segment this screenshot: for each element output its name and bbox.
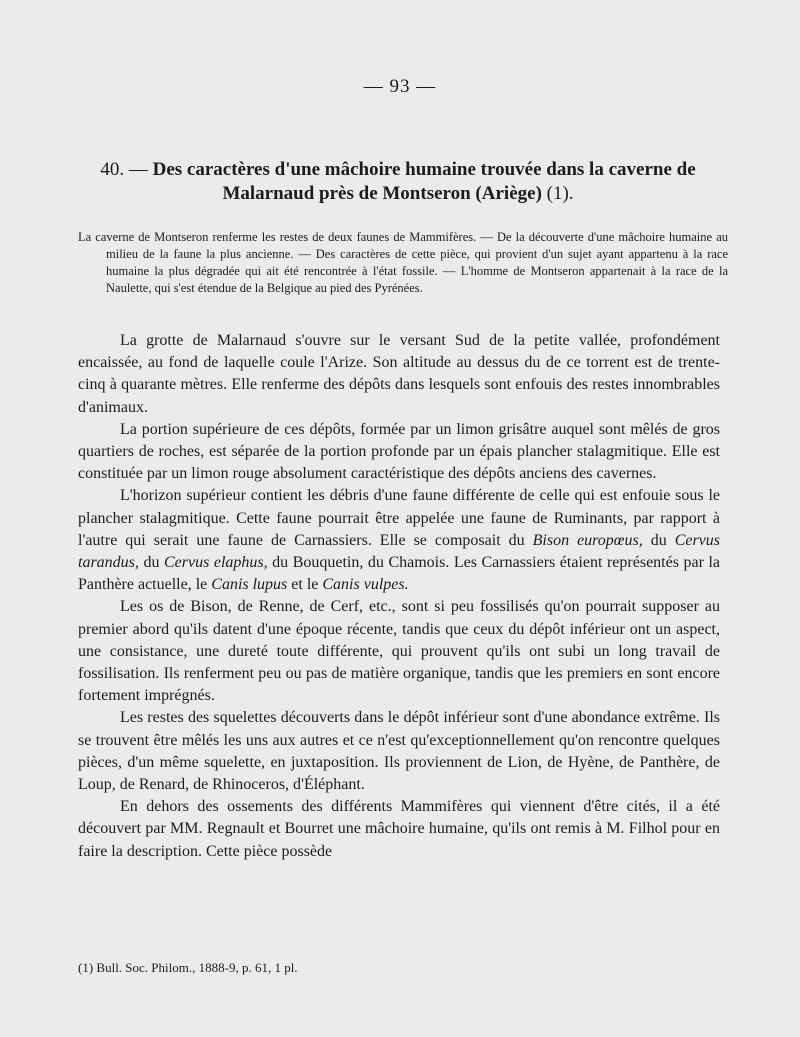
paragraph-3-text-d: du Bouquetin, du Chamois. Les Carnassiers étaient représentés par la Panthère actuelle, le	[78, 554, 720, 594]
paragraph-3	[78, 485, 720, 596]
paragraph-3-text-a: L'horizon supérieur contient les débris d'une faune différente de celle qui est enfouie sous le plancher stalagmitique. Cette faune pourrait être appelée une faune de Ruminants, par rapport à l'autre qui serait une faune de Carnassiers. Elle se composait du	[78, 487, 720, 549]
footnote: (1) Bull. Soc. Philom., 1888-9, p. 61, 1 pl.	[78, 960, 298, 975]
paragraph-3-text-c: du	[138, 554, 164, 572]
paragraph-3-text-e: et le	[287, 576, 323, 594]
species-cervus-tarandus: Cervus tarandus,	[78, 531, 721, 572]
article-title-block	[78, 158, 718, 206]
abstract-text: La caverne de Montseron renferme les restes de deux faunes de Mammifères. — De la découverte d'une mâchoire humaine au milieu de la faune la plus ancienne. — Des caractères de cette pièce, qui provient d'un sujet ayant appartenu à la race humaine la plus dégradée qui ait été rencontrée à l'état fossile. — L'homme de Montseron appartenait à la race de la Naulette, qui s'est étendue de la Belgique au pied des Pyrénées.	[78, 230, 728, 295]
paragraph-3-text-b: du	[642, 531, 675, 549]
footnote-reference: (1).	[546, 183, 574, 204]
species-bison: Bison europœus,	[532, 531, 643, 549]
article-abstract	[78, 229, 728, 297]
page-number: — 93 —	[363, 76, 437, 97]
species-cervus-elaphus: Cervus elaphus,	[163, 554, 268, 572]
paragraph-2: La portion supérieure de ces dépôts, formée par un limon grisâtre auquel sont mêlés de gros quartiers de roches, est séparée de la portion profonde par un épais plancher stalagmitique. Elle est constituée par un limon rouge absolument caractéristique des dépôts anciens des cavernes.	[78, 420, 720, 483]
article-title: Des caractères d'une mâchoire humaine trouvée dans la caverne de Malarnaud près de Montseron (Ariège)	[152, 159, 696, 204]
paragraph-1: La grotte de Malarnaud s'ouvre sur le versant Sud de la petite vallée, profondément encaissée, au fond de laquelle coule l'Arize. Son altitude au dessus du de ce torrent est de trente-cinq à quarante mètres. Elle renferme des dépôts dans lesquels sont enfouis des restes innombrables d'animaux.	[78, 332, 720, 416]
species-canis-vulpes: Canis vulpes.	[322, 576, 409, 594]
article-body	[78, 330, 720, 863]
paragraph-5: Les restes des squelettes découverts dans le dépôt inférieur sont d'une abondance extrême. Ils se trouvent être mêlés les uns aux autres et ce n'est qu'exceptionnellement qu'on rencontre quelques pièces, d'un même squelette, en juxtaposition. Ils proviennent de Lion, de Hyène, de Panthère, de Loup, de Renard, de Rhinoceros, d'Éléphant.	[78, 709, 720, 794]
species-canis-lupus: Canis lupus	[211, 576, 288, 594]
paragraph-6: En dehors des ossements des différents Mammifères qui viennent d'être cités, il a été découvert par MM. Regnault et Bourret une mâchoire humaine, qu'ils ont remis à M. Filhol pour en faire la description. Cette pièce possède	[78, 798, 720, 860]
article-number: 40. —	[100, 159, 148, 180]
paragraph-4: Les os de Bison, de Renne, de Cerf, etc., sont si peu fossilisés qu'on pourrait supposer au premier abord qu'ils datent d'une époque récente, tandis que ceux du dépôt inférieur ont un aspect, une consistance, une dureté toute différente, qui prouvent qu'ils ont subi un long travail de fossilisation. Ils renferment peu ou pas de matière organique, tandis que les premiers en sont encore fortement imprégnés.	[78, 598, 720, 705]
